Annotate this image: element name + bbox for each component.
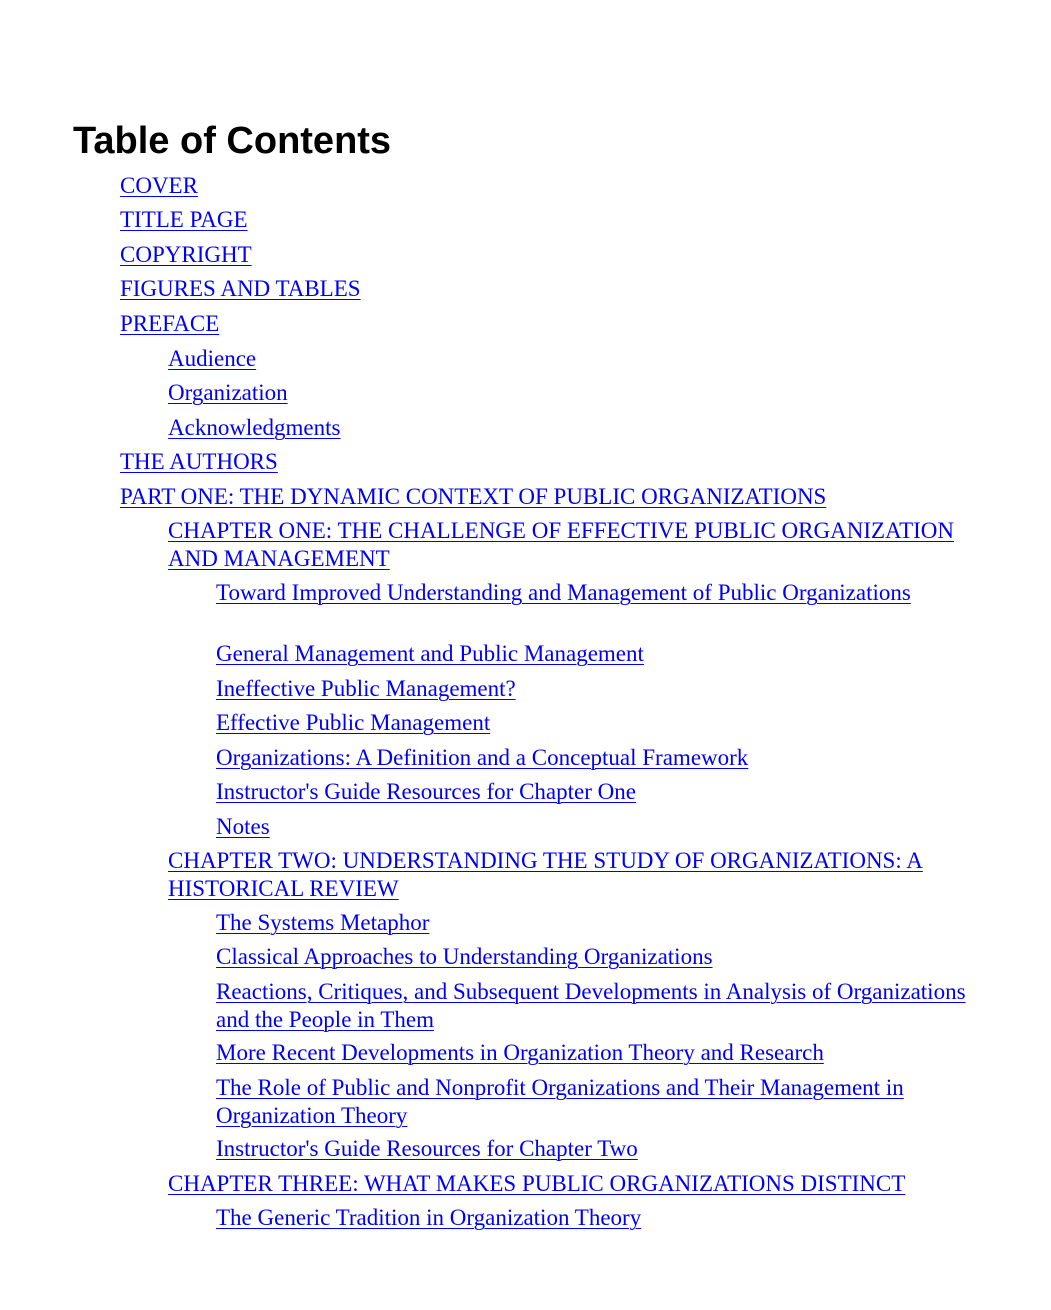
- toc-link-effective-public-management[interactable]: Effective Public Management: [216, 710, 491, 735]
- toc-link-instructors-guide-chapter-one[interactable]: Instructor's Guide Resources for Chapter One: [216, 779, 636, 804]
- toc-link-title-page[interactable]: TITLE PAGE: [120, 207, 248, 232]
- toc-link-part-one[interactable]: PART ONE: THE DYNAMIC CONTEXT OF PUBLIC ORGANIZATIONS: [120, 484, 827, 509]
- toc-link-classical-approaches[interactable]: Classical Approaches to Understanding Organizations: [216, 944, 713, 969]
- toc-link-chapter-one[interactable]: CHAPTER ONE: THE CHALLENGE OF EFFECTIVE PUBLIC ORGANIZATION AND MANAGEMENT: [168, 518, 955, 571]
- toc-link-preface[interactable]: PREFACE: [120, 311, 220, 336]
- toc-link-toward-improved-understanding[interactable]: Toward Improved Understanding and Management of Public Organizations: [216, 580, 911, 605]
- toc-link-reactions-critiques[interactable]: Reactions, Critiques, and Subsequent Developments in Analysis of Organizations and the People in Them: [216, 979, 966, 1032]
- toc-link-organization[interactable]: Organization: [168, 380, 288, 405]
- toc-link-role-of-public-and-nonprofit[interactable]: The Role of Public and Nonprofit Organizations and Their Management in Organization Theory: [216, 1075, 904, 1128]
- toc-link-general-management[interactable]: General Management and Public Management: [216, 641, 644, 666]
- toc-link-notes[interactable]: Notes: [216, 814, 270, 839]
- toc-link-copyright[interactable]: COPYRIGHT: [120, 242, 252, 267]
- toc-link-chapter-two[interactable]: CHAPTER TWO: UNDERSTANDING THE STUDY OF ORGANIZATIONS: A HISTORICAL REVIEW: [168, 848, 923, 901]
- toc-link-instructors-guide-chapter-two[interactable]: Instructor's Guide Resources for Chapter Two: [216, 1136, 638, 1161]
- toc-link-systems-metaphor[interactable]: The Systems Metaphor: [216, 910, 430, 935]
- toc-link-acknowledgments[interactable]: Acknowledgments: [168, 415, 341, 440]
- toc-link-organizations-definition[interactable]: Organizations: A Definition and a Conceptual Framework: [216, 745, 749, 770]
- toc-link-the-authors[interactable]: THE AUTHORS: [120, 449, 278, 474]
- toc-link-chapter-three[interactable]: CHAPTER THREE: WHAT MAKES PUBLIC ORGANIZATIONS DISTINCT: [168, 1171, 906, 1196]
- toc-link-generic-tradition[interactable]: The Generic Tradition in Organization Theory: [216, 1205, 642, 1230]
- page-title: Table of Contents: [73, 120, 392, 162]
- toc-link-figures-and-tables[interactable]: FIGURES AND TABLES: [120, 276, 361, 301]
- toc-link-more-recent-developments[interactable]: More Recent Developments in Organization Theory and Research: [216, 1040, 824, 1065]
- toc-link-cover[interactable]: COVER: [120, 173, 198, 198]
- toc-link-ineffective-public-management[interactable]: Ineffective Public Management?: [216, 676, 516, 701]
- toc-link-audience[interactable]: Audience: [168, 346, 257, 371]
